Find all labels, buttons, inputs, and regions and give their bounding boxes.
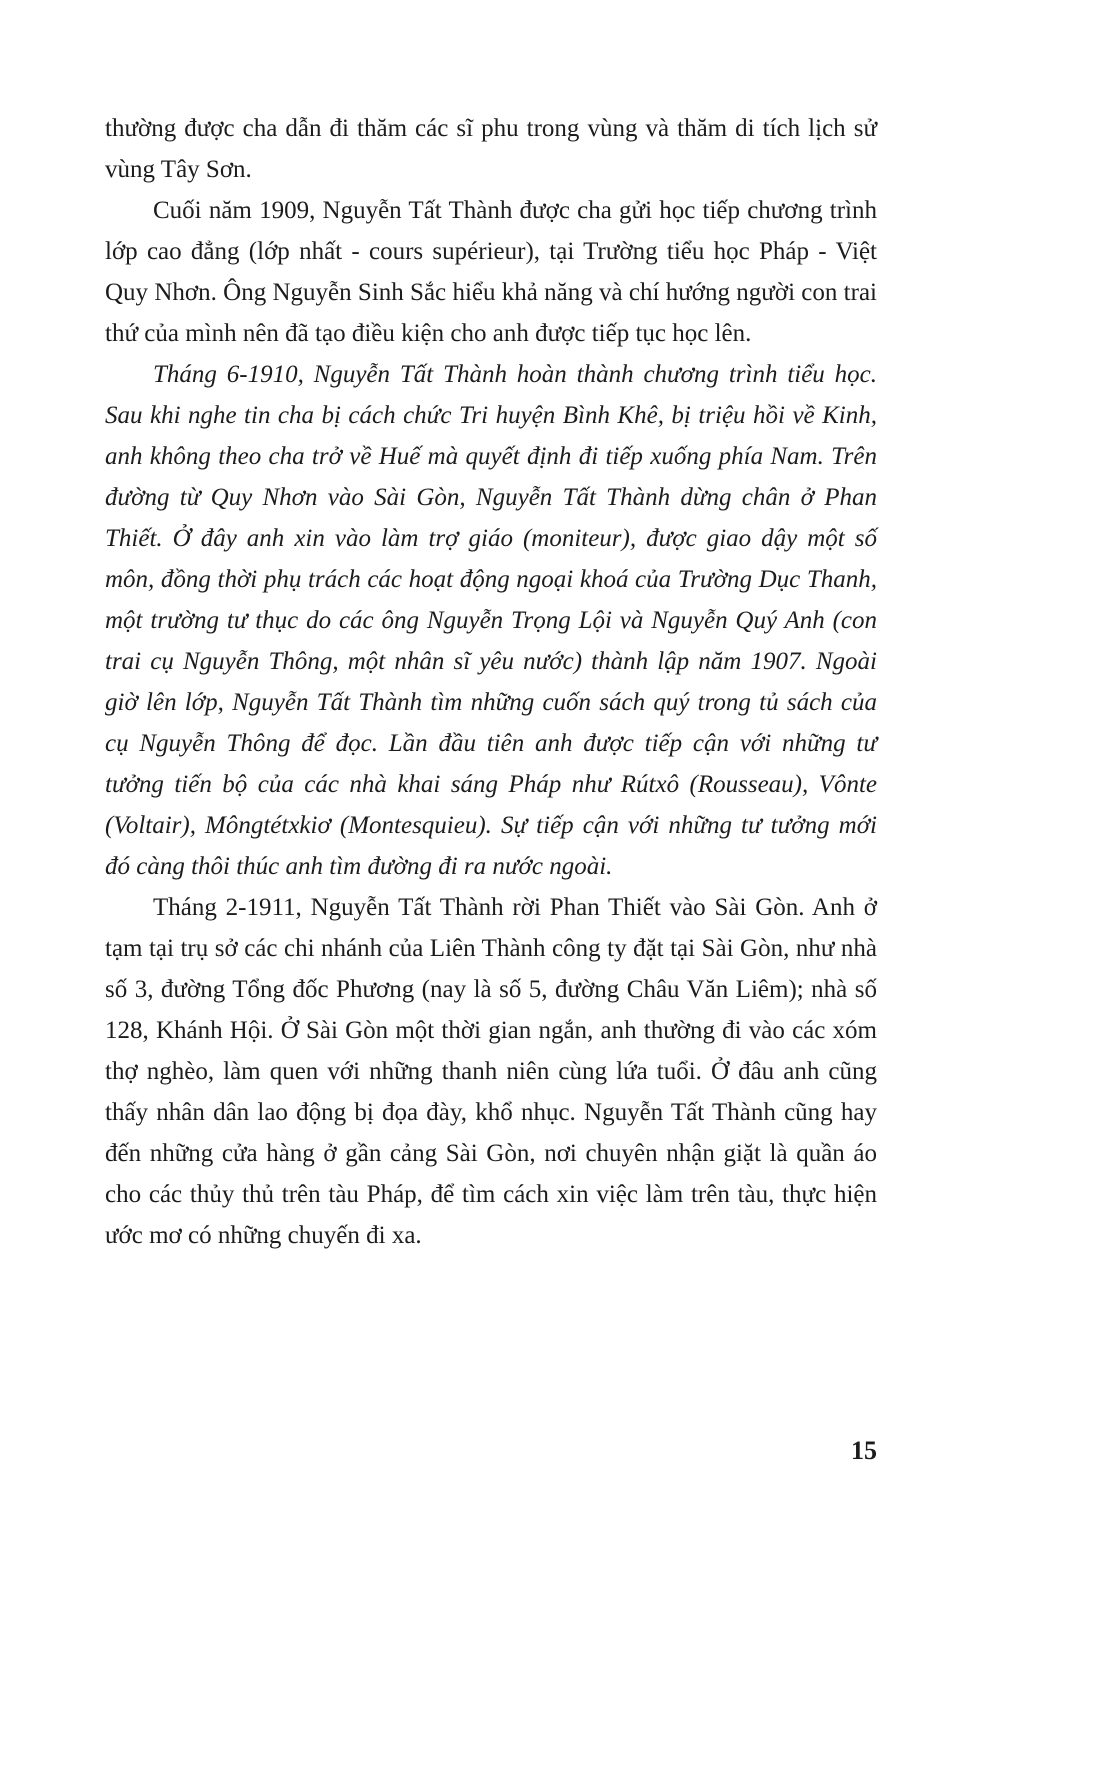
page-footer (105, 1436, 877, 1466)
page-text (105, 108, 877, 1256)
paragraph-1909: Cuối năm 1909, Nguyễn Tất Thành được cha gửi học tiếp chương trình lớp cao đẳng (lớp nhất - cours supérieur), tại Trường tiểu học Pháp - Việt Quy Nhơn. Ông Nguyễn Sinh Sắc hiểu khả năng và chí hướng người con trai thứ của mình nên đã tạo điều kiện cho anh được tiếp tục học lên. (105, 197, 877, 347)
paragraph-1910-italic: Tháng 6-1910, Nguyễn Tất Thành hoàn thành chương trình tiểu học. Sau khi nghe tin cha bị cách chức Tri huyện Bình Khê, bị triệu hồi về Kinh, anh không theo cha trở về Huế mà quyết định đi tiếp xuống phía Nam. Trên đường từ Quy Nhơn vào Sài Gòn, Nguyễn Tất Thành dừng chân ở Phan Thiết. Ở đây anh xin vào làm trợ giáo (moniteur), được giao dậy một số môn, đồng thời phụ trách các hoạt động ngoại khoá của Trường Dục Thanh, một trường tư thục do các ông Nguyễn Trọng Lội và Nguyễn Quý Anh (con trai cụ Nguyễn Thông, một nhân sĩ yêu nước) thành lập năm 1907. Ngoài giờ lên lớp, Nguyễn Tất Thành tìm những cuốn sách quý trong tủ sách của cụ Nguyễn Thông để đọc. Lần đầu tiên anh được tiếp cận với những tư tưởng tiến bộ của các nhà khai sáng Pháp như Rútxô (Rousseau), Vônte (Voltair), Môngtétxkiơ (Montesquieu). Sự tiếp cận với những tư tưởng mới đó càng thôi thúc anh tìm đường đi ra nước ngoài. (105, 361, 877, 880)
page-number: 15 (851, 1436, 877, 1465)
paragraph-continuation: thường được cha dẫn đi thăm các sĩ phu trong vùng và thăm di tích lịch sử vùng Tây Sơn. (105, 115, 877, 183)
paragraph-1911: Tháng 2-1911, Nguyễn Tất Thành rời Phan Thiết vào Sài Gòn. Anh ở tạm tại trụ sở các chi nhánh của Liên Thành công ty đặt tại Sài Gòn, như nhà số 3, đường Tổng đốc Phương (nay là số 5, đường Châu Văn Liêm); nhà số 128, Khánh Hội. Ở Sài Gòn một thời gian ngắn, anh thường đi vào các xóm thợ nghèo, làm quen với những thanh niên cùng lứa tuổi. Ở đâu anh cũng thấy nhân dân lao động bị đọa đày, khổ nhục. Nguyễn Tất Thành cũng hay đến những cửa hàng ở gần cảng Sài Gòn, nơi chuyên nhận giặt là quần áo cho các thủy thủ trên tàu Pháp, để tìm cách xin việc làm trên tàu, thực hiện ước mơ có những chuyến đi xa. (105, 894, 877, 1249)
